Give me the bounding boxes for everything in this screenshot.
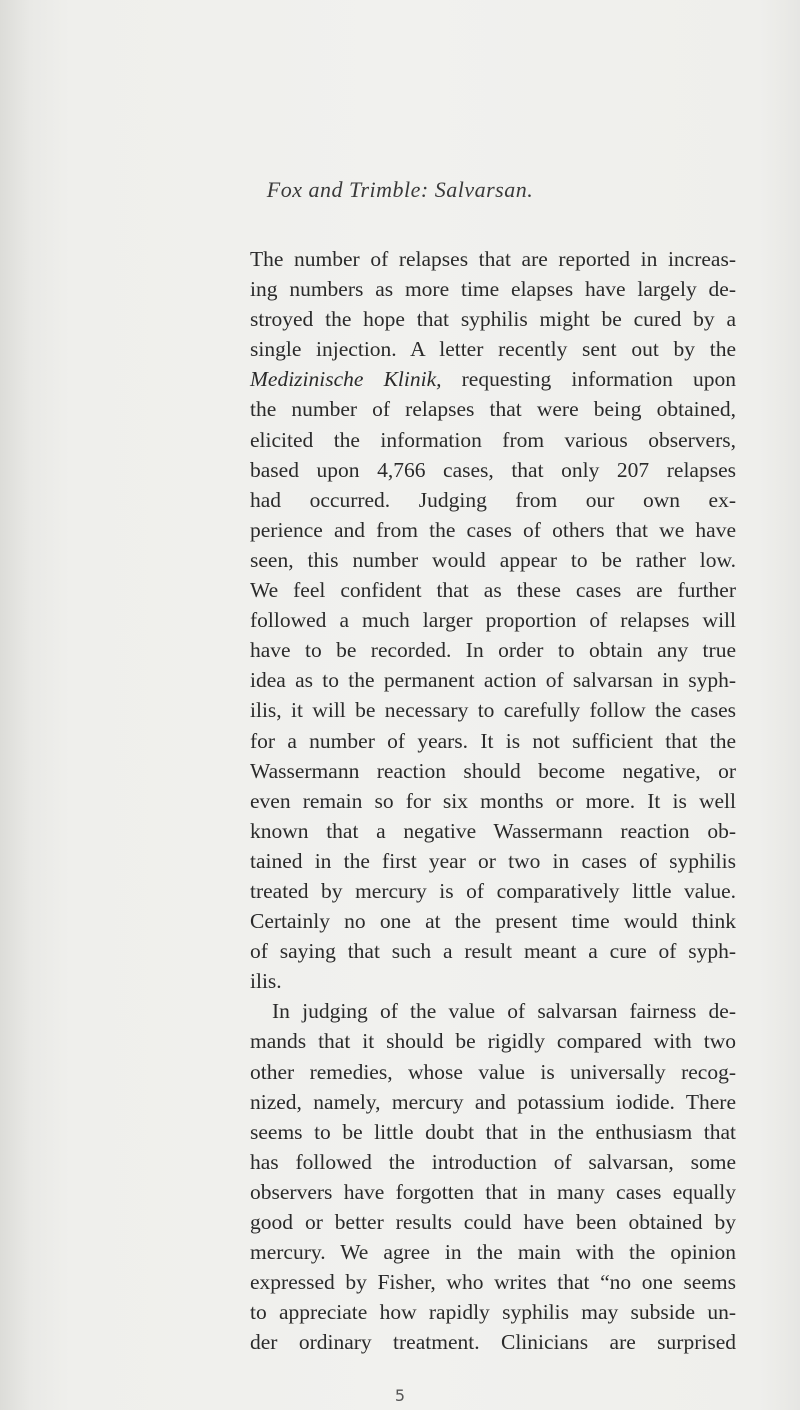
- text-line: observers have forgotten that in many cases equally: [250, 1179, 736, 1204]
- italic-phrase: Medizinische Klinik,: [250, 367, 442, 392]
- text-line: of saying that such a result meant a cure of syph-: [250, 939, 736, 964]
- running-head: Fox and Trimble: Salvarsan.: [266, 177, 534, 202]
- text-line: has followed the introduction of salvarsan, some: [250, 1149, 736, 1174]
- text-line: der ordinary treatment. Clinicians are surprised: [250, 1330, 736, 1355]
- text-line: In judging of the value of salvarsan fairness de-: [272, 999, 736, 1024]
- text-line: based upon 4,766 cases, that only 207 relapses: [250, 457, 736, 482]
- text-line: good or better results could have been obtained by: [250, 1210, 736, 1234]
- text-line: elicited the information from various observers,: [250, 427, 736, 452]
- text-line-italic: [250, 364, 736, 394]
- text-line: to appreciate how rapidly syphilis may subside un-: [250, 1300, 736, 1325]
- page-number: 5: [394, 1386, 406, 1405]
- text-line: single injection. A letter recently sent out by the: [250, 337, 736, 362]
- text-line: nized, namely, mercury and potassium iodide. There: [250, 1089, 736, 1114]
- text-line: for a number of years. It is not sufficient that the: [250, 728, 736, 753]
- text-line: mands that it should be rigidly compared with two: [250, 1029, 736, 1054]
- text-line: Certainly no one at the present time would think: [250, 909, 736, 934]
- text-line: followed a much larger proportion of relapses will: [250, 608, 736, 633]
- text-line: ilis, it will be necessary to carefully follow the cases: [250, 698, 736, 723]
- text-line: Wassermann reaction should become negative, or: [250, 758, 736, 783]
- text-line: had occurred. Judging from our own ex-: [250, 487, 736, 512]
- text-line: idea as to the permanent action of salvarsan in syph-: [250, 668, 736, 693]
- text-line: seen, this number would appear to be rather low.: [250, 547, 736, 572]
- text-line: tained in the first year or two in cases of syphilis: [250, 848, 736, 873]
- text-line: treated by mercury is of comparatively little value.: [250, 878, 736, 903]
- text-line: seems to be little doubt that in the enthusiasm that: [250, 1119, 736, 1144]
- paragraph-1: [250, 244, 736, 996]
- text-fragment: requesting information upon: [441, 367, 736, 392]
- text-line: expressed by Fisher, who writes that “no one seems: [250, 1270, 736, 1295]
- text-line: other remedies, whose value is universally recog-: [250, 1059, 736, 1084]
- text-line: known that a negative Wassermann reaction ob-: [250, 818, 736, 843]
- paragraph-2: [250, 996, 736, 1357]
- text-line: mercury. We agree in the main with the opinion: [250, 1240, 736, 1265]
- text-line: even remain so for six months or more. It is well: [250, 788, 736, 813]
- text-line: have to be recorded. In order to obtain any true: [250, 638, 736, 663]
- text-line: ilis.: [250, 969, 282, 994]
- text-line: perience and from the cases of others that we have: [250, 517, 736, 542]
- text-line: We feel confident that as these cases are further: [250, 578, 736, 603]
- body-text: [250, 244, 736, 1357]
- text-line: the number of relapses that were being obtained,: [250, 397, 736, 422]
- text-line: The number of relapses that are reported in increas-: [250, 247, 736, 271]
- text-line: stroyed the hope that syphilis might be cured by a: [250, 307, 736, 332]
- text-line: ing numbers as more time elapses have largely de-: [250, 277, 736, 302]
